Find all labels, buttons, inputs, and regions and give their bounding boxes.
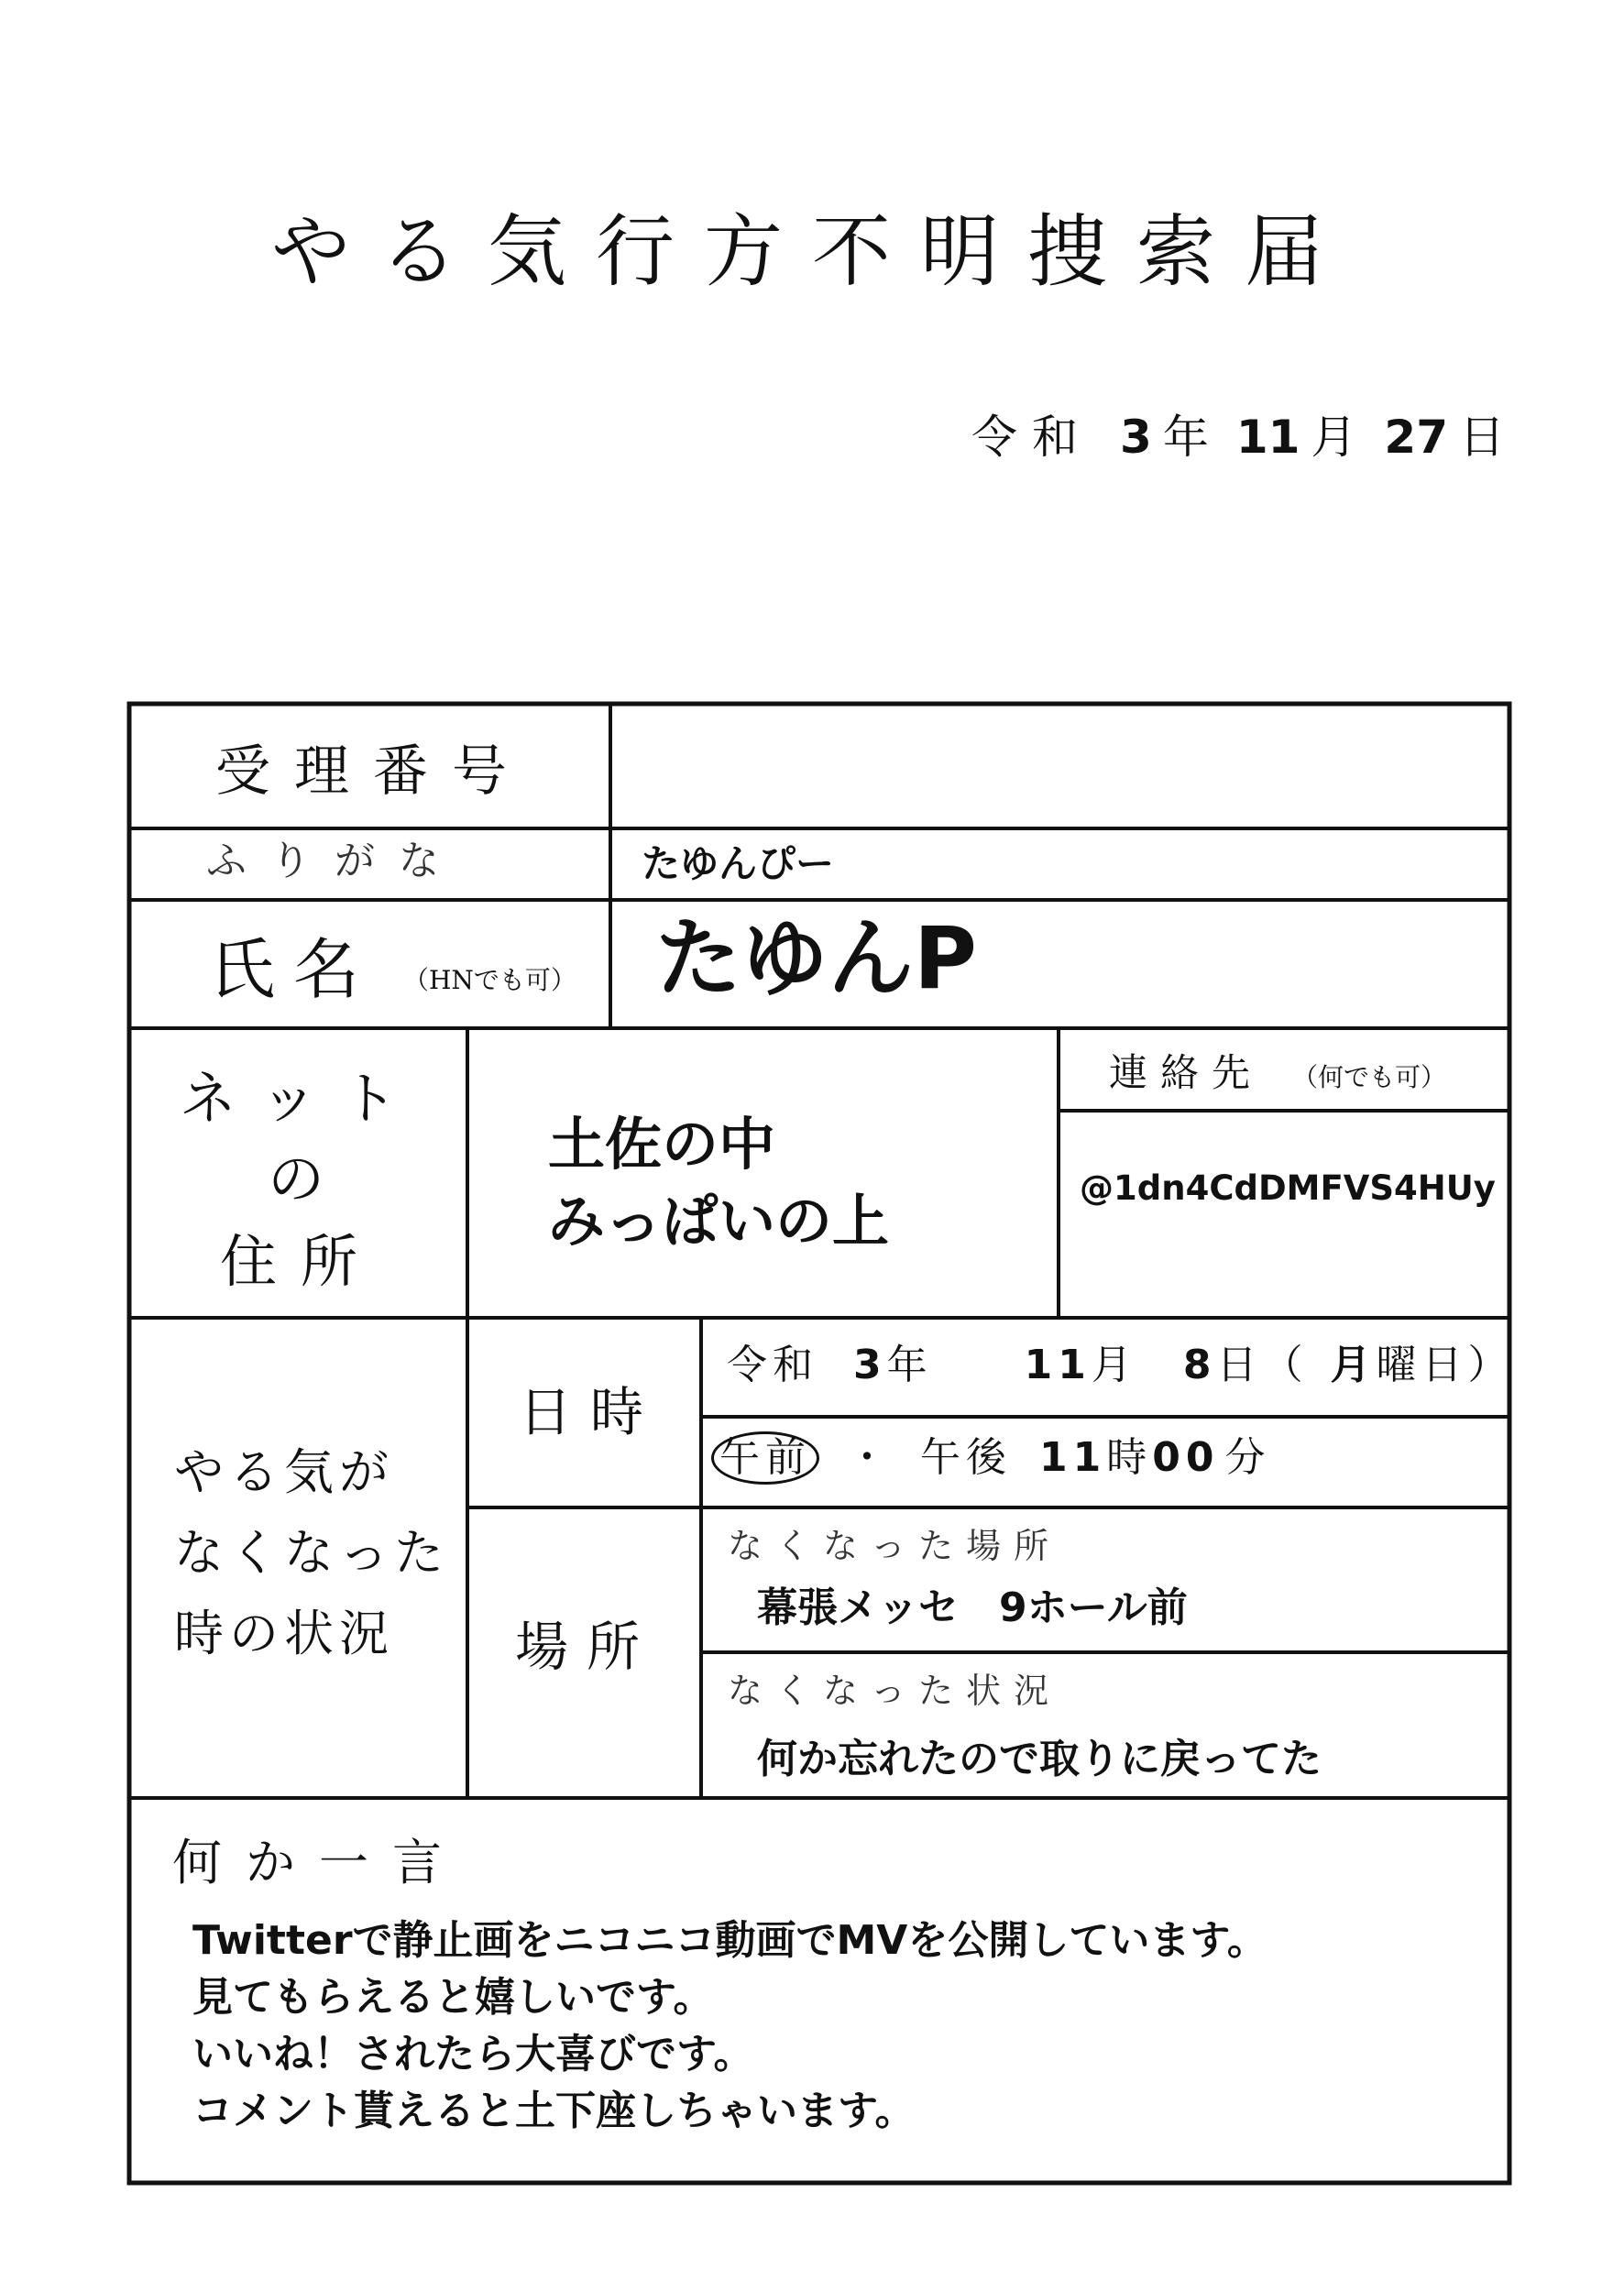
datetime-year: 3 — [853, 1342, 887, 1388]
datetime-weekday: 月 — [1330, 1342, 1377, 1388]
datetime-minute: 00 — [1152, 1434, 1220, 1481]
date-day: 27 — [1384, 411, 1448, 464]
datetime-hour: 11 — [1039, 1434, 1107, 1481]
situation-label-line3: 時の状況 — [174, 1605, 394, 1662]
comment-line[interactable]: Twitterで静止画をニコニコ動画でMVを公開しています。 — [192, 1917, 1267, 1964]
date-year: 3 — [1120, 411, 1152, 464]
datetime-time-row — [711, 1431, 1270, 1485]
datetime-day: 8 — [1182, 1342, 1217, 1388]
name-label: 氏名 — [209, 931, 379, 1008]
comment-line[interactable]: いいね！されたら大喜びです。 — [192, 2031, 754, 2077]
datetime-minute-unit: 分 — [1224, 1434, 1271, 1481]
place-label: 場所 — [515, 1616, 659, 1678]
lost-place-value[interactable]: 幕張メッセ 9ホール前 — [757, 1584, 1188, 1631]
datetime-date-row — [727, 1342, 1514, 1388]
datetime-pm: 午後 — [920, 1434, 1012, 1481]
contact-label: 連絡先 — [1109, 1050, 1264, 1095]
lost-situation-label: なくなった状況 — [728, 1671, 1062, 1711]
net-address-value-line2[interactable]: みっぱいの上 — [548, 1188, 890, 1255]
furigana-value[interactable]: たゆんぴー — [642, 841, 835, 886]
comment-line[interactable]: コメント貰えると土下座しちゃいます。 — [192, 2088, 916, 2134]
lost-place-label: なくなった場所 — [728, 1526, 1062, 1566]
datetime-era: 令和 — [727, 1342, 818, 1388]
situation-label-line2: なくなった — [174, 1524, 449, 1582]
datetime-month-unit: 月 — [1091, 1342, 1137, 1388]
document-title: やる気行方不明捜索届 — [271, 206, 1353, 298]
date-month: 11 — [1235, 411, 1300, 464]
datetime-weekday-unit: 曜日） — [1376, 1342, 1514, 1388]
date-year-unit: 年 — [1162, 411, 1209, 464]
net-address-value-line1[interactable]: 土佐の中 — [548, 1111, 776, 1178]
datetime-separator: ・ — [847, 1434, 893, 1481]
datetime-label: 日時 — [519, 1381, 663, 1443]
name-note: （HNでも可） — [403, 965, 576, 995]
contact-note: （何でも可） — [1292, 1062, 1447, 1092]
reception-number-label: 受理番号 — [215, 740, 531, 804]
situation-label-line1: やる気が — [174, 1443, 394, 1501]
date-day-unit: 日 — [1459, 411, 1505, 464]
datetime-am: 午前 — [719, 1434, 811, 1481]
lost-situation-value[interactable]: 何か忘れたので取りに戻ってた — [757, 1736, 1322, 1782]
document-date — [971, 411, 1505, 464]
contact-value[interactable]: @1dn4CdDMFVS4HUy — [1080, 1168, 1496, 1208]
am-selected-circle — [711, 1431, 819, 1485]
date-month-unit: 月 — [1311, 411, 1357, 464]
net-address-label-line2: の — [268, 1146, 325, 1212]
datetime-year-unit: 年 — [886, 1342, 933, 1388]
datetime-month: 11 — [1024, 1342, 1092, 1388]
datetime-day-unit: 日（ — [1216, 1342, 1309, 1388]
comment-label: 何か一言 — [172, 1834, 466, 1891]
comment-line[interactable]: 見てもらえると嬉しいです。 — [192, 1974, 714, 2021]
net-address-label-line1: ネット — [180, 1065, 422, 1132]
date-era: 令和 — [971, 411, 1093, 464]
datetime-hour-unit: 時 — [1106, 1434, 1153, 1481]
net-address-label-line3: 住所 — [220, 1228, 382, 1295]
furigana-label: ふりがな — [206, 838, 463, 884]
name-value[interactable]: たゆんP — [655, 909, 977, 1009]
